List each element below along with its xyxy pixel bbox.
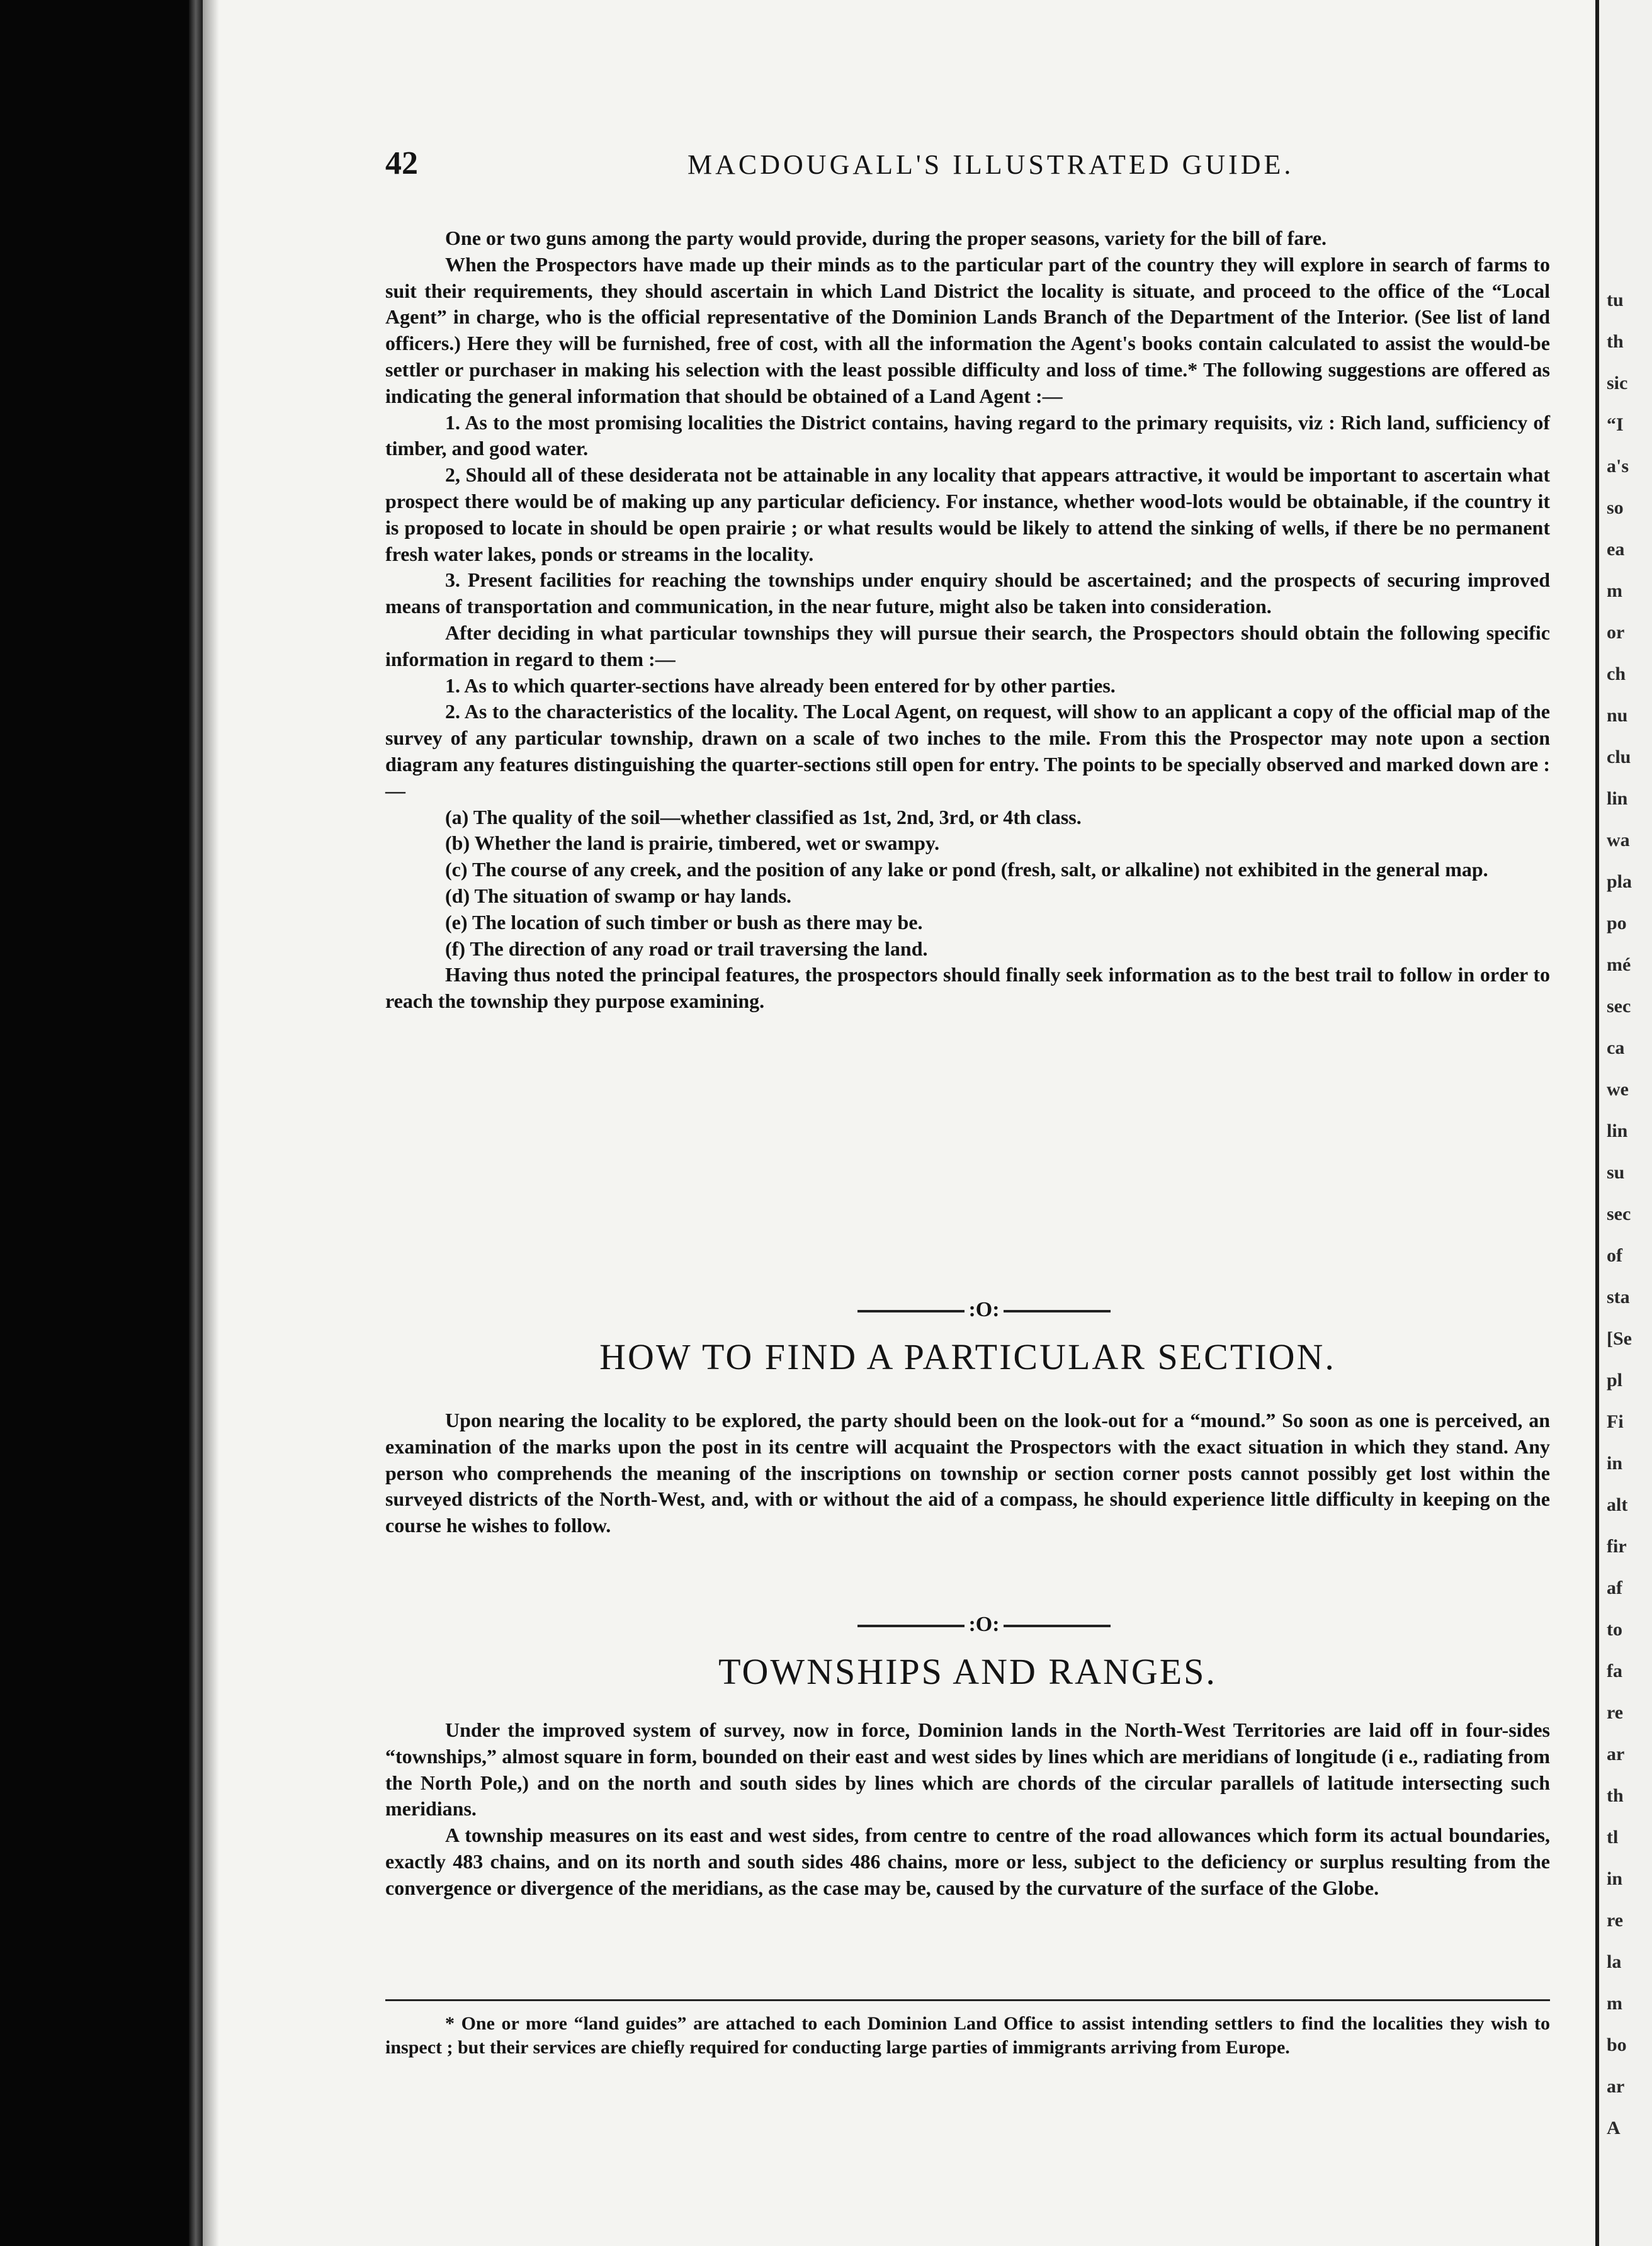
- footnote-text: * One or more “land guides” are attached to each Dominion Land Office to assist intending settlers to find the localities they wish to inspect ; but their services are chiefly required for conducting large parties of immigrants arriving from Europe.: [385, 2013, 1550, 2058]
- paragraph: 2. As to the characteristics of the locality. The Local Agent, on request, will show to an applicant a copy of the official map of the survey of any particular township, drawn on a scale of two inches to the mile. From this the Prospector may note upon a section diagram any features distinguishing the quarter-sections still open for entry. The points to be specially observed and marked down are :—: [385, 700, 1550, 802]
- facing-page-fragment: m: [1607, 580, 1622, 601]
- facing-page-fragment: ar: [1607, 2076, 1625, 2097]
- footnote-rule: [385, 1999, 1550, 2001]
- running-title: MACDOUGALL'S ILLUSTRATED GUIDE.: [687, 149, 1294, 180]
- facing-page-fragment: ca: [1607, 1037, 1625, 1058]
- section-divider: :O:: [850, 1613, 1118, 1637]
- facing-page-text-fragments: [1607, 0, 1652, 2246]
- paragraph: (f) The direction of any road or trail traversing the land.: [445, 937, 928, 960]
- book-edge: [189, 0, 203, 2246]
- facing-page-fragment: bo: [1607, 2034, 1627, 2055]
- facing-page-fragment: af: [1607, 1577, 1622, 1598]
- paragraph: 3. Present facilities for reaching the townships under enquiry should be ascertained; and the prospects of securing improved means of transportation and communication, in the near future, might also be taken into consideration.: [385, 568, 1550, 618]
- facing-page-fragment: alt: [1607, 1494, 1628, 1515]
- paragraph: Upon nearing the locality to be explored, the party should been on the look-out for a “mound.” So soon as one is perceived, an examination of the marks upon the post in its centre will acquaint the Prospectors with the exact situation in which they stand. Any person who comprehends the meaning of the inscriptions on township or section corner posts cannot possibly get lost within the surveyed districts of the North-West, and, with or without the aid of a compass, he should experience little difficulty in keeping on the course he wishes to follow.: [385, 1409, 1550, 1537]
- facing-page-fragment: of: [1607, 1245, 1622, 1266]
- paragraph: After deciding in what particular townships they will pursue their search, the Prospectors should obtain the following specific information in regard to them :—: [385, 621, 1550, 670]
- facing-page-fragment: lin: [1607, 788, 1628, 809]
- facing-page-fragment: a's: [1607, 456, 1629, 477]
- facing-page-fragment: clu: [1607, 747, 1631, 767]
- facing-page-fragment: ea: [1607, 539, 1625, 560]
- facing-page-fragment: ch: [1607, 663, 1626, 684]
- facing-page-fragment: sic: [1607, 373, 1628, 393]
- facing-page-fragment: sec: [1607, 1204, 1631, 1224]
- paragraph: (e) The location of such timber or bush as there may be.: [445, 910, 923, 934]
- facing-page-fragment: th: [1607, 1785, 1624, 1806]
- facing-page-fragment: sec: [1607, 996, 1631, 1017]
- paragraph: (c) The course of any creek, and the position of any lake or pond (fresh, salt, or alkaline) not exhibited in the general map.: [445, 858, 1488, 881]
- facing-page-fragment: re: [1607, 1702, 1624, 1723]
- facing-page-fragment: fa: [1607, 1661, 1622, 1681]
- facing-page-fragment: in: [1607, 1868, 1623, 1889]
- facing-page-fragment: fir: [1607, 1536, 1627, 1557]
- facing-page-fragment: tl: [1607, 1827, 1619, 1848]
- section-prospectors-instructions: [385, 225, 1550, 1015]
- facing-page-fragment: mé: [1607, 954, 1631, 975]
- paragraph: 1. As to the most promising localities the District contains, having regard to the primary requisits, viz : Rich land, sufficiency of timber, and good water.: [385, 410, 1550, 460]
- section-how-to-find: [385, 1408, 1550, 1539]
- paragraph: (d) The situation of swamp or hay lands.: [445, 884, 792, 907]
- facing-page-fragment: lin: [1607, 1120, 1628, 1141]
- paragraph: Having thus noted the principal features, the prospectors should finally seek information as to the best trail to follow in order to reach the township they purpose examining.: [385, 963, 1550, 1013]
- facing-page-fragment: po: [1607, 913, 1627, 934]
- facing-page-fragment: so: [1607, 497, 1624, 518]
- paragraph: A township measures on its east and west sides, from centre to centre of the road allowances which form its actual boundaries, exactly 483 chains, and on its north and south sides 486 chains, more or less, subject to the deficiency or surplus resulting from the convergence or divergence of the meridians, as the case may be, caused by the curvature of the surface of the Globe.: [385, 1824, 1550, 1899]
- facing-page-fragment: m: [1607, 1993, 1622, 2014]
- facing-page-fragment: la: [1607, 1951, 1622, 1972]
- left-scan-margin: [0, 0, 208, 2246]
- facing-page-fragment: we: [1607, 1079, 1629, 1100]
- paragraph: 2, Should all of these desiderata not be attainable in any locality that appears attractive, it would be important to ascertain what prospect there would be of making up any particular deficiency. For instance, whether wood-lots would be obtainable, if the country it is proposed to locate in should be open prairie ; or what results would be likely to attend the sinking of wells, if there be no permanent fresh water lakes, ponds or streams in the locality.: [385, 463, 1550, 565]
- page-number: 42: [385, 145, 418, 181]
- heading-how-to-find-section: HOW TO FIND A PARTICULAR SECTION.: [599, 1336, 1336, 1377]
- facing-page-fragment: nu: [1607, 705, 1628, 726]
- heading-townships-and-ranges: TOWNSHIPS AND RANGES.: [718, 1651, 1217, 1692]
- footnote: [385, 2012, 1550, 2060]
- running-head: [385, 145, 1367, 183]
- page-shadow: [203, 0, 219, 2246]
- facing-page-fragment: wa: [1607, 830, 1630, 850]
- facing-page-fragment: “I: [1607, 414, 1624, 435]
- facing-page-fragment: Fi: [1607, 1411, 1624, 1432]
- facing-page-fragment: A: [1607, 2118, 1621, 2138]
- section-townships-and-ranges: [385, 1717, 1550, 1902]
- facing-page-fragment: [Se: [1607, 1328, 1632, 1349]
- facing-page-fragment: re: [1607, 1910, 1624, 1931]
- facing-page-fragment: or: [1607, 622, 1625, 643]
- paragraph: 1. As to which quarter-sections have already been entered for by other parties.: [445, 674, 1116, 697]
- facing-page-fragment: su: [1607, 1162, 1625, 1183]
- facing-page-fragment: in: [1607, 1453, 1623, 1474]
- paragraph: One or two guns among the party would provide, during the proper seasons, variety for the bill of fare.: [445, 227, 1327, 249]
- paragraph: Under the improved system of survey, now in force, Dominion lands in the North-West Territories are laid off in four-sides “townships,” almost square in form, bounded on their east and west sides by lines which are meridians of longitude (i e., radiating from the North Pole,) and on the north and south sides by lines which are chords of the circular parallels of latitude intersecting such meridians.: [385, 1718, 1550, 1820]
- paragraph: (a) The quality of the soil—whether classified as 1st, 2nd, 3rd, or 4th class.: [445, 805, 1082, 828]
- facing-page-fragment: pl: [1607, 1370, 1623, 1391]
- section-divider: :O:: [850, 1298, 1118, 1322]
- paragraph: When the Prospectors have made up their minds as to the particular part of the country they will explore in search of farms to suit their requirements, they should ascertain in which Land District the locality is situate, and proceed to the office of the “Local Agent” in charge, who is the official representative of the Dominion Lands Branch of the Department of the Interior. (See list of land officers.) Here they will be furnished, free of cost, with all the information the Agent's books contain calculated to assist the would-be settler or purchaser in making his selection with the least possible difficulty and loss of time.* The following suggestions are offered as indicating the general information that should be obtained of a Land Agent :—: [385, 252, 1550, 407]
- facing-page-fragment: sta: [1607, 1287, 1630, 1307]
- facing-page-fragment: th: [1607, 331, 1624, 352]
- facing-page-fragment: tu: [1607, 290, 1624, 310]
- facing-page-fragment: to: [1607, 1619, 1622, 1640]
- facing-page-fragment: ar: [1607, 1744, 1625, 1764]
- facing-page-fragment: pla: [1607, 871, 1632, 892]
- paragraph: (b) Whether the land is prairie, timbered, wet or swampy.: [445, 832, 940, 855]
